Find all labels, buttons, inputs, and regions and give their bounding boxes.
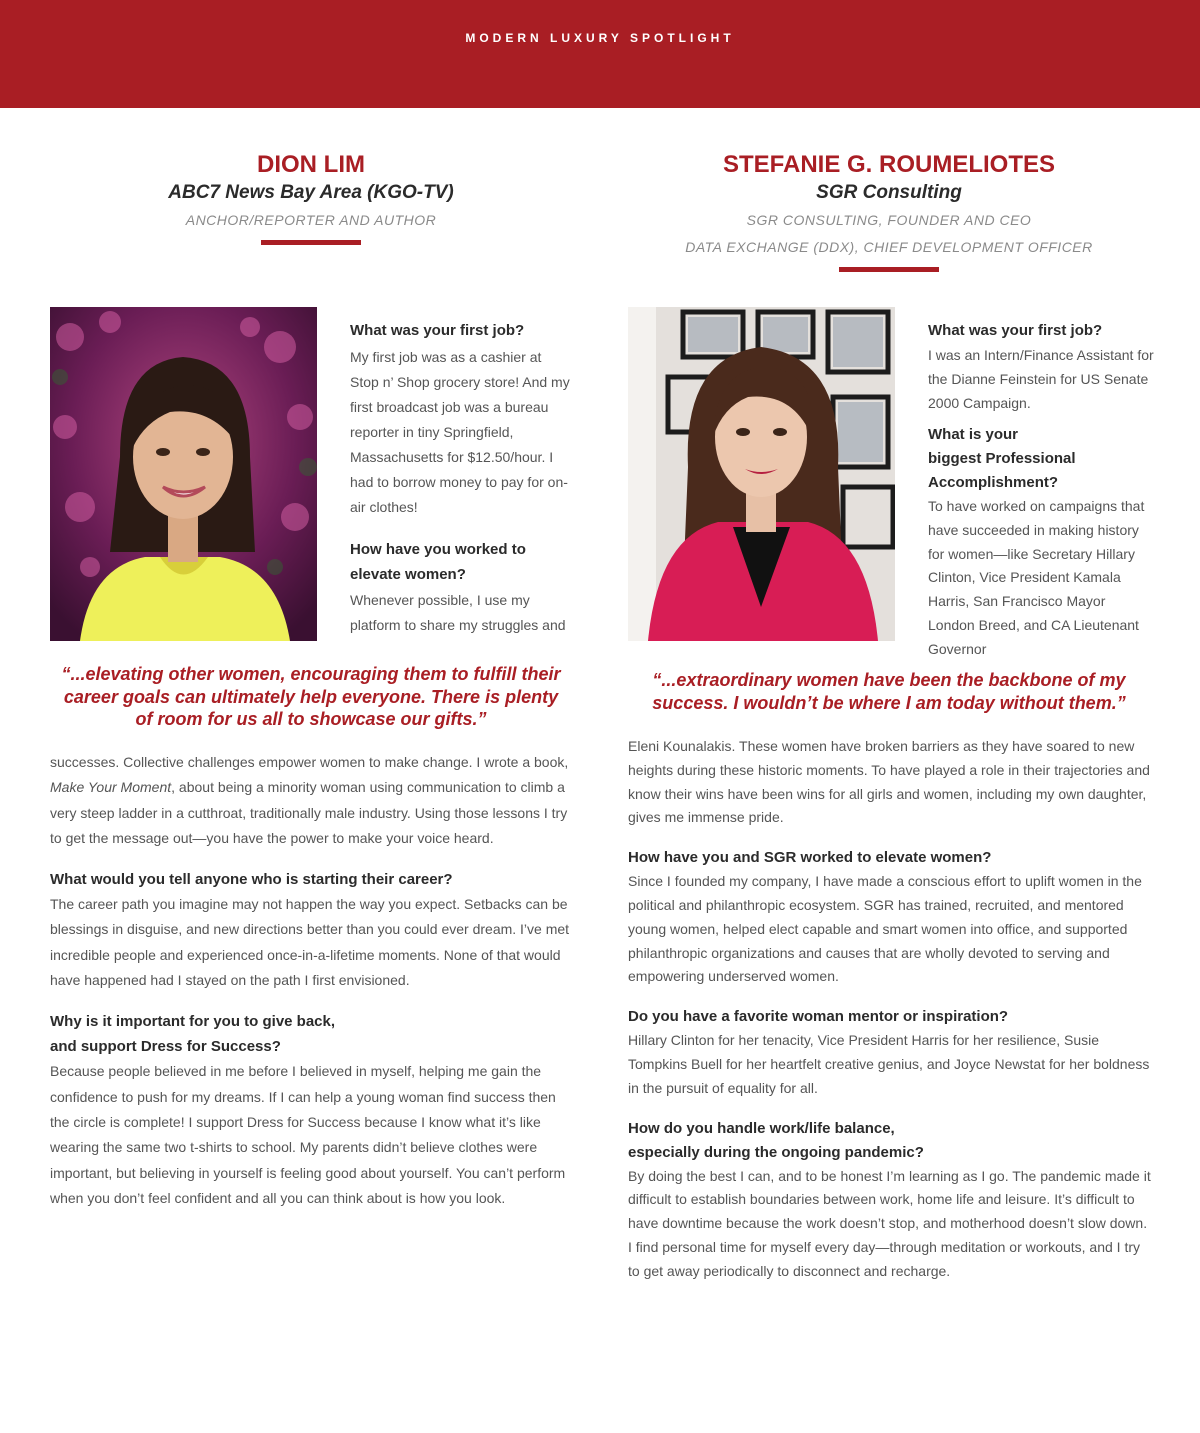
profile-organization: ABC7 News Bay Area (KGO-TV) (168, 182, 454, 203)
answer-elevate-women-start: Whenever possible, I use my platform to share my struggles and (350, 592, 566, 633)
question-elevate-women: How have you worked to elevate women? (350, 541, 526, 583)
interview-body (628, 735, 1152, 1284)
profile-header (50, 151, 572, 245)
interview-body (50, 750, 572, 1211)
question-give-back-line1: Why is it important for you to give back, (50, 1013, 336, 1031)
header-banner (0, 0, 1200, 108)
answer-mentor: Hillary Clinton for her tenacity, Vice President Harris for her resilience, Susie Tompkins Buell for her heartfelt creative genius, and Joyce Newstat for her boldness in the pursuit of equality for all. (628, 1032, 1150, 1096)
answer-first-job: I was an Intern/Finance Assistant for the Dianne Feinstein for US Senate 2000 Campaign. (928, 347, 1154, 411)
profile-name: DION LIM (257, 151, 365, 178)
question-elevate-women: How have you and SGR worked to elevate women? (628, 849, 992, 867)
profile-role-1: SGR CONSULTING, FOUNDER AND CEO (746, 212, 1032, 228)
answer-text: , about being a minority woman using communication to climb a very steep ladder in a cutthroat, traditionally male industry. Using those lessons I try to get the message out—you have the power to make your voice heard. (50, 779, 568, 846)
profile-name: STEFANIE G. ROUMELIOTES (722, 151, 1056, 178)
title-divider (839, 267, 939, 272)
question-work-life-line2: especially during the ongoing pandemic? (628, 1143, 924, 1161)
answer-elevate-women: Since I founded my company, I have made a conscious effort to uplift women in the political and philanthropic ecosystem. SGR has trained, recruited, and mentored young women, helped elect capable and smart women into office, and supported philanthropic organizations and causes that are wholly devoted to serving and empowering underserved women. (628, 873, 1142, 985)
profile-organization: SGR Consulting (816, 182, 962, 203)
answer-accomplishment-start: To have worked on campaigns that have succeeded in making history for women—like Secretary Hillary Clinton, Vice President Kamala Harris, San Francisco Mayor London Breed, and CA Lieutenant Governor (928, 498, 1145, 657)
question-first-job: What was your first job? (928, 322, 1103, 339)
title-divider (261, 240, 361, 245)
question-mentor: Do you have a favorite woman mentor or inspiration? (628, 1008, 1009, 1026)
answer-first-job: My first job was as a cashier at Stop n’ Shop grocery store! And my first broadcast job was a bureau reporter in tiny Springfield, Massachusetts for $12.50/hour. I had to borrow money to pay for on-air clothes! (350, 349, 570, 515)
profile-role-2: DATA EXCHANGE (DDX), CHIEF DEVELOPMENT OFFICER (685, 239, 1093, 255)
book-title: Make Your Moment (50, 779, 172, 796)
question-work-life-line1: How do you handle work/life balance, (628, 1119, 895, 1137)
pull-quote: “...elevating other women, encouraging them to fulfill their career goals can ultimately help everyone. There is plenty of room for us all to showcase our gifts.” (61, 664, 561, 729)
pull-quote: “...extraordinary women have been the backbone of my success. I wouldn’t be where I am today without them.” (652, 670, 1126, 713)
answer-elevate-women-continued (50, 750, 572, 851)
question-career-advice: What would you tell anyone who is starting their career? (50, 871, 453, 889)
answer-give-back: Because people believed in me before I believed in myself, helping me gain the confidence to push for my dreams. If I can help a young woman find success then the circle is complete! I support Dress for Success because I know what it’s like wearing the same two t-shirts to school. My parents didn’t believe clothes were important, but believing in yourself is feeling good about yourself. You can’t perform when you don’t feel confident and all you can think about is how you look. (50, 1063, 566, 1206)
question-give-back-line2: and support Dress for Success? (50, 1038, 281, 1056)
answer-text: successes. Collective challenges empower women to make change. I wrote a book, (50, 754, 569, 770)
first-job-answer-block (350, 319, 572, 638)
profile-header (628, 151, 1150, 272)
question-accomplishment-line1: What is your (928, 426, 1019, 443)
first-job-answer-block (928, 319, 1154, 662)
question-accomplishment-line2: biggest Professional (928, 450, 1076, 467)
question-first-job: What was your first job? (350, 322, 525, 339)
portrait-photo (50, 307, 317, 641)
answer-accomplishment-continued: Eleni Kounalakis. These women have broken barriers as they have soared to new heights during these historic moments. To have played a role in their trajectories and know their wins have been wins for all girls and women, including my own daughter, gives me immense pride. (628, 738, 1150, 826)
portrait-photo (628, 307, 895, 641)
banner-title: MODERN LUXURY SPOTLIGHT (465, 31, 735, 45)
answer-career-advice: The career path you imagine may not happen the way you expect. Setbacks can be blessings in disguise, and new directions better than you could ever dream. I’ve met incredible people and experienced once-in-a-lifetime moments. None of that would have happened had I stayed on the path I first envisioned. (50, 896, 570, 989)
answer-work-life: By doing the best I can, and to be honest I’m learning as I go. The pandemic made it difficult to establish boundaries between work, home life and leisure. It’s difficult to have downtime because the work doesn’t stop, and motherhood doesn’t slow down. I find personal time for myself every day—through meditation or workouts, and I try to get away periodically to disconnect and recharge. (628, 1167, 1151, 1279)
question-accomplishment-line3: Accomplishment? (928, 474, 1059, 491)
profile-role: ANCHOR/REPORTER AND AUTHOR (185, 212, 437, 228)
